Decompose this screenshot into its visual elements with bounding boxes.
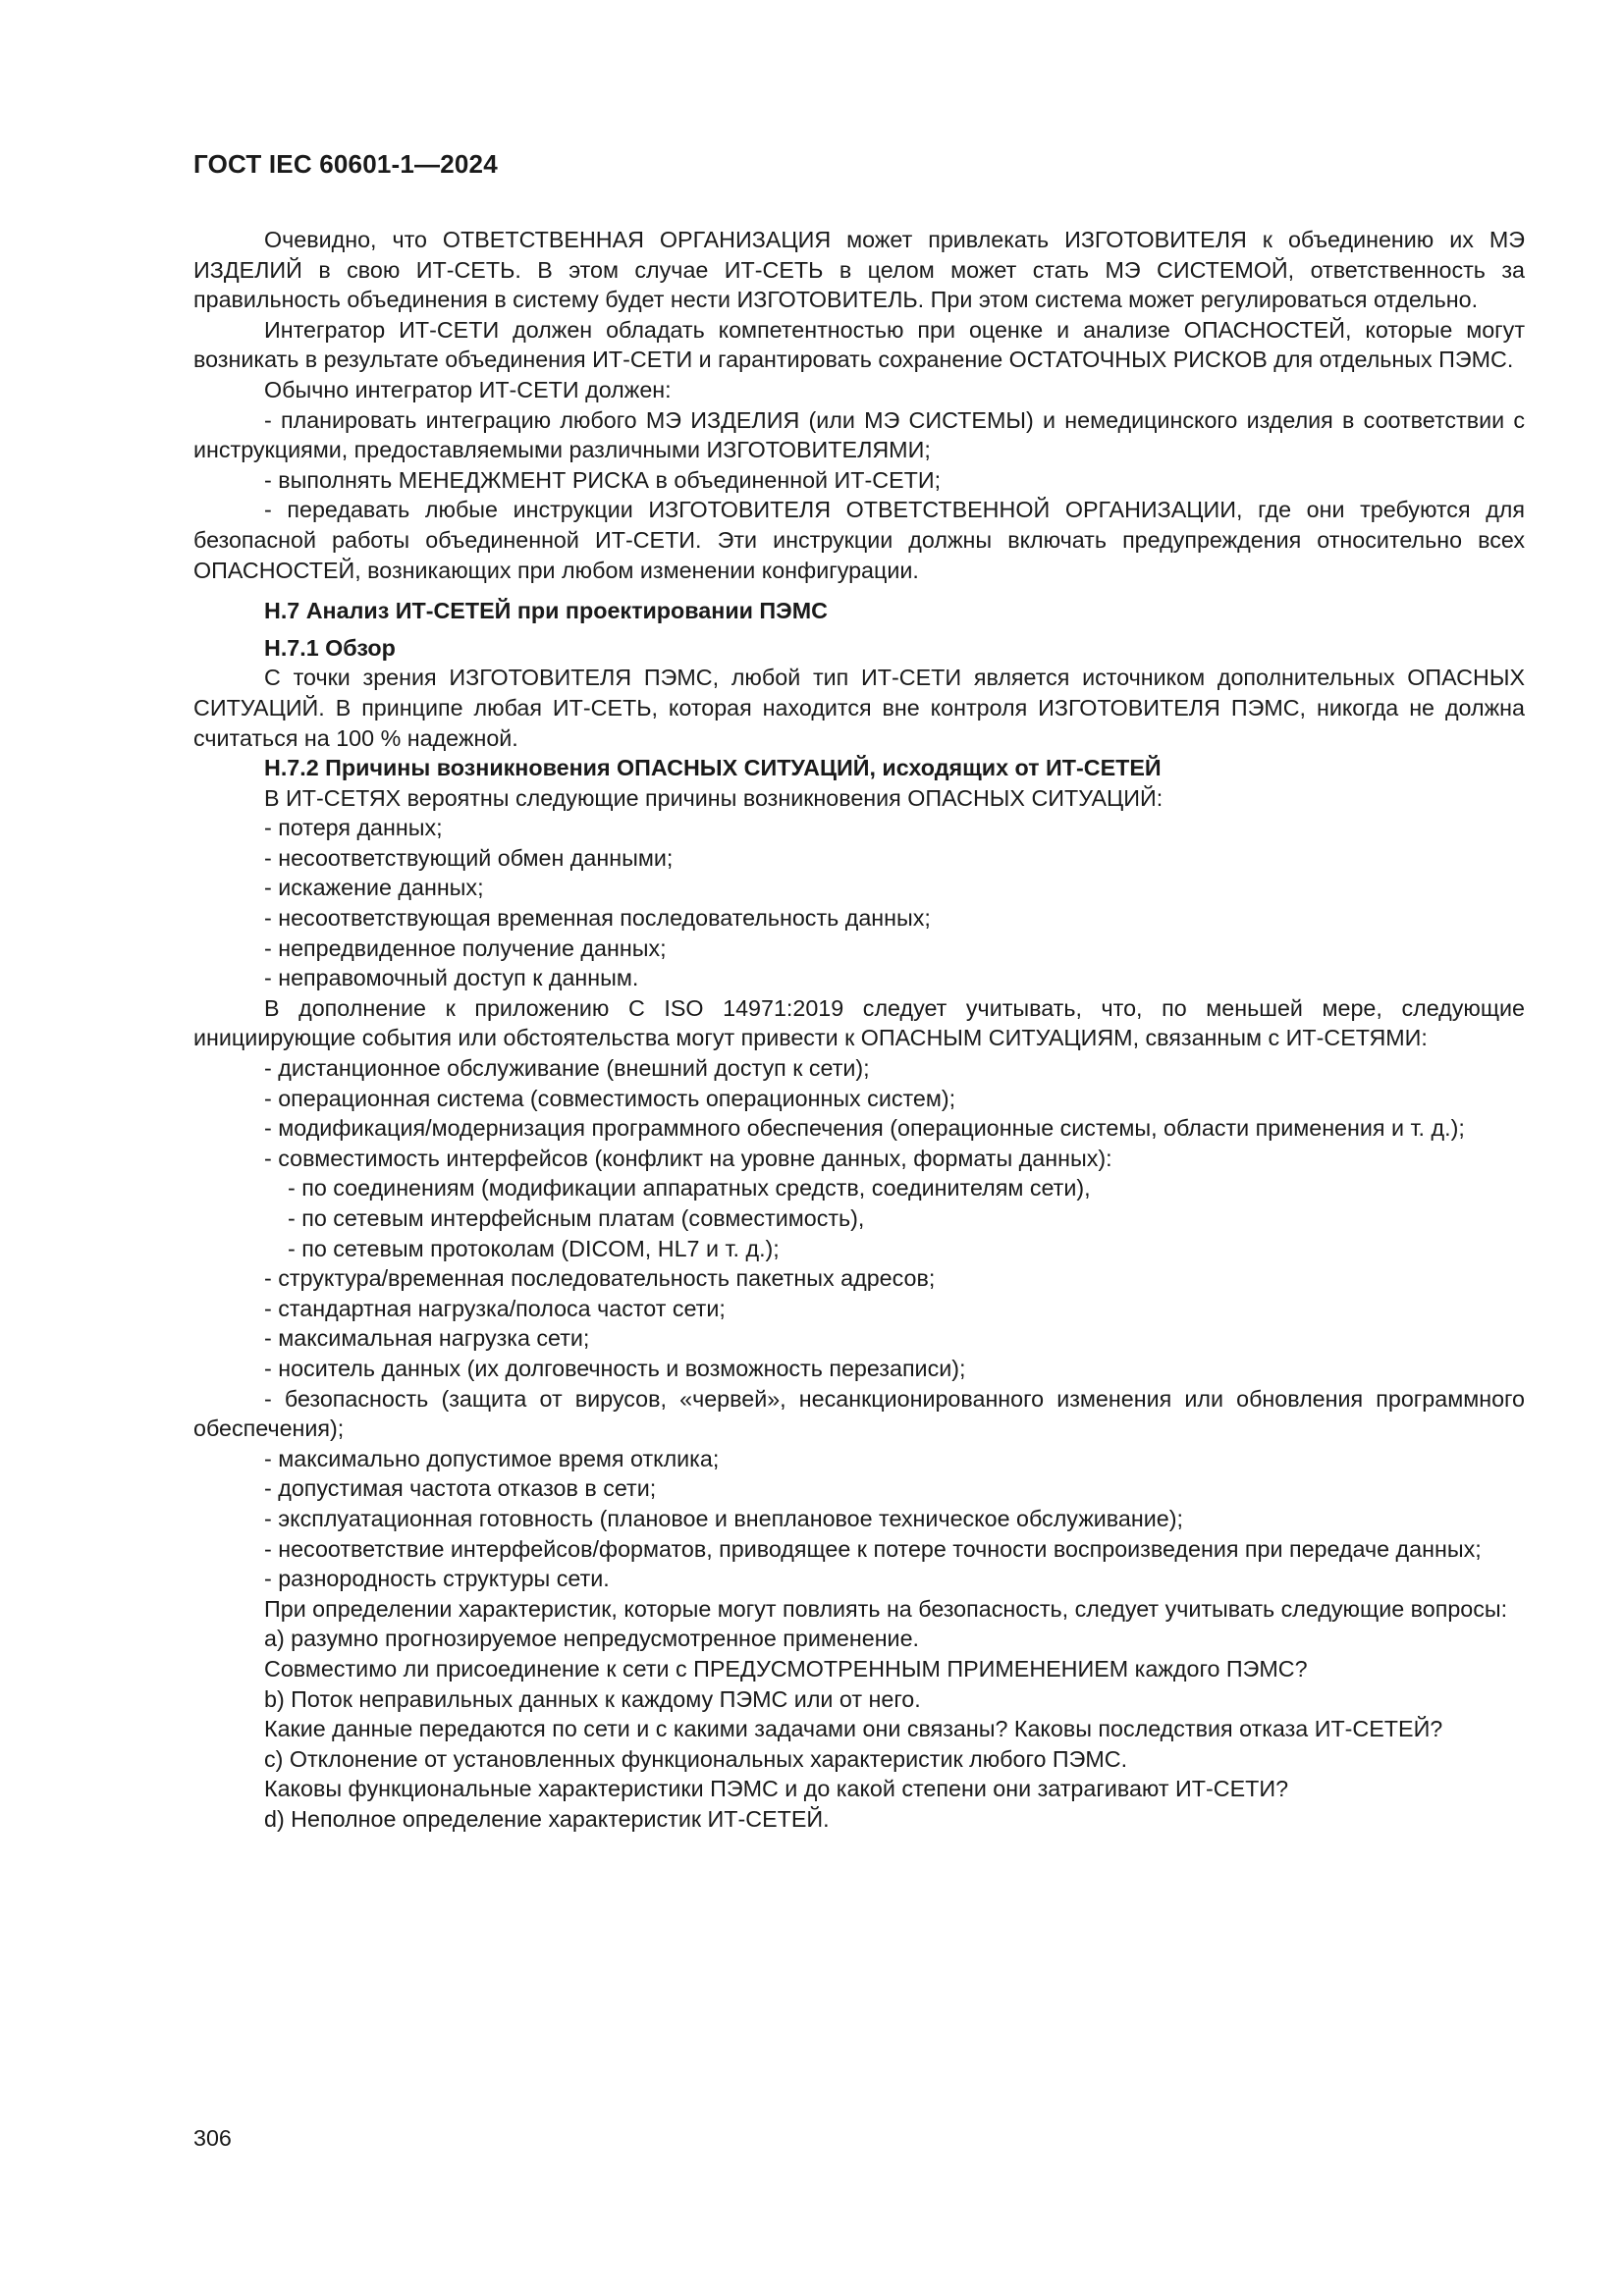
list-item: - планировать интеграцию любого МЭ ИЗДЕЛИЯ (или МЭ СИСТЕМЫ) и немедицинского изделия в соответствии с инструкциями, предоставляемыми различными ИЗГОТОВИТЕЛЯМИ; xyxy=(193,406,1525,463)
list-item: - непредвиденное получение данных; xyxy=(264,934,667,961)
paragraph: Обычно интегратор ИТ-СЕТИ должен: xyxy=(264,376,672,402)
question-text: Каковы функциональные характеристики ПЭМС и до какой степени они затрагивают ИТ-СЕТИ? xyxy=(264,1776,1289,1802)
list-item: - неправомочный доступ к данным. xyxy=(264,965,639,991)
list-item: - искажение данных; xyxy=(264,875,484,901)
sub-list-item: - по соединениям (модификации аппаратных средств, соединителям сети), xyxy=(288,1175,1091,1201)
question-item: а) разумно прогнозируемое непредусмотренное применение. xyxy=(264,1626,919,1652)
list-item: - максимальная нагрузка сети; xyxy=(264,1325,590,1352)
list-item: - максимально допустимое время отклика; xyxy=(264,1445,720,1471)
subsection-heading: Н.7.1 Обзор xyxy=(264,634,396,661)
document-body xyxy=(193,225,1525,1834)
sub-list-item: - по сетевым интерфейсным платам (совместимость), xyxy=(288,1205,865,1231)
list-item: - совместимость интерфейсов (конфликт на уровне данных, форматы данных): xyxy=(264,1145,1112,1171)
list-item: - безопасность (защита от вирусов, «червей», несанкционированного изменения или обновления программного обеспечения); xyxy=(193,1385,1525,1442)
list-item: - дистанционное обслуживание (внешний доступ к сети); xyxy=(264,1055,870,1082)
list-item: - модификация/модернизация программного обеспечения (операционные системы, области применения и т. д.); xyxy=(264,1115,1465,1142)
section-heading: Н.7 Анализ ИТ-СЕТЕЙ при проектировании ПЭМС xyxy=(264,598,828,624)
list-item: - несоответствующая временная последовательность данных; xyxy=(264,905,931,932)
paragraph: В дополнение к приложению С ISO 14971:2019 следует учитывать, что, по меньшей мере, следующие инициирующие события или обстоятельства могут привести к ОПАСНЫМ СИТУАЦИЯМ, связанным с ИТ-СЕТЯМИ: xyxy=(193,994,1525,1051)
standard-header: ГОСТ IEC 60601-1—2024 xyxy=(193,149,498,179)
list-item: - носитель данных (их долговечность и возможность перезаписи); xyxy=(264,1355,966,1381)
subsection-heading: Н.7.2 Причины возникновения ОПАСНЫХ СИТУАЦИЙ, исходящих от ИТ-СЕТЕЙ xyxy=(264,755,1162,781)
question-text: Совместимо ли присоединение к сети с ПРЕДУСМОТРЕННЫМ ПРИМЕНЕНИЕМ каждого ПЭМС? xyxy=(264,1655,1308,1682)
paragraph: В ИТ-СЕТЯХ вероятны следующие причины возникновения ОПАСНЫХ СИТУАЦИЙ: xyxy=(264,784,1164,811)
question-text: Какие данные передаются по сети и с какими задачами они связаны? Каковы последствия отказа ИТ-СЕТЕЙ? xyxy=(264,1716,1443,1742)
question-item: с) Отклонение от установленных функциональных характеристик любого ПЭМС. xyxy=(264,1745,1128,1772)
list-item: - допустимая частота отказов в сети; xyxy=(264,1475,657,1502)
list-item: - передавать любые инструкции ИЗГОТОВИТЕЛЯ ОТВЕТСТВЕННОЙ ОРГАНИЗАЦИИ, где они требуются для безопасной работы объединенной ИТ-СЕТИ. Эти инструкции должны включать предупреждения относительно всех ОПАСНОСТЕЙ, возникающих при любом изменении конфигурации. xyxy=(193,497,1525,583)
list-item: - структура/временная последовательность пакетных адресов; xyxy=(264,1265,936,1292)
list-item: - разнородность структуры сети. xyxy=(264,1566,610,1592)
paragraph: Интегратор ИТ-СЕТИ должен обладать компетентностью при оценке и анализе ОПАСНОСТЕЙ, которые могут возникать в результате объединения ИТ-СЕТИ и гарантировать сохранение ОСТАТОЧНЫХ РИСКОВ для отдельных ПЭМС. xyxy=(193,316,1525,373)
list-item: - потеря данных; xyxy=(264,815,443,841)
question-item: b) Поток неправильных данных к каждому ПЭМС или от него. xyxy=(264,1685,921,1712)
paragraph: При определении характеристик, которые могут повлиять на безопасность, следует учитывать следующие вопросы: xyxy=(264,1595,1508,1622)
list-item: - стандартная нагрузка/полоса частот сети; xyxy=(264,1295,726,1321)
sub-list-item: - по сетевым протоколам (DICOM, HL7 и т. д.); xyxy=(288,1235,780,1261)
paragraph: Очевидно, что ОТВЕТСТВЕННАЯ ОРГАНИЗАЦИЯ может привлекать ИЗГОТОВИТЕЛЯ к объединению их МЭ ИЗДЕЛИЙ в свою ИТ-СЕТЬ. В этом случае ИТ-СЕТЬ в целом может стать МЭ СИСТЕМОЙ, ответственность за правильность объединения в систему будет нести ИЗГОТОВИТЕЛЬ. При этом система может регулироваться отдельно. xyxy=(193,227,1525,313)
list-item: - эксплуатационная готовность (плановое и внеплановое техническое обслуживание); xyxy=(264,1505,1183,1531)
list-item: - операционная система (совместимость операционных систем); xyxy=(264,1085,956,1111)
list-item: - несоответствие интерфейсов/форматов, приводящее к потере точности воспроизведения при передаче данных; xyxy=(264,1535,1482,1562)
page-number: 306 xyxy=(193,2125,232,2151)
paragraph: С точки зрения ИЗГОТОВИТЕЛЯ ПЭМС, любой тип ИТ-СЕТИ является источником дополнительных ОПАСНЫХ СИТУАЦИЙ. В принципе любая ИТ-СЕТЬ, которая находится вне контроля ИЗГОТОВИТЕЛЯ ПЭМС, никогда не должна считаться на 100 % надежной. xyxy=(193,665,1525,751)
list-item: - выполнять МЕНЕДЖМЕНТ РИСКА в объединенной ИТ-СЕТИ; xyxy=(264,466,942,493)
question-item: d) Неполное определение характеристик ИТ-СЕТЕЙ. xyxy=(264,1805,830,1832)
list-item: - несоответствующий обмен данными; xyxy=(264,844,674,871)
